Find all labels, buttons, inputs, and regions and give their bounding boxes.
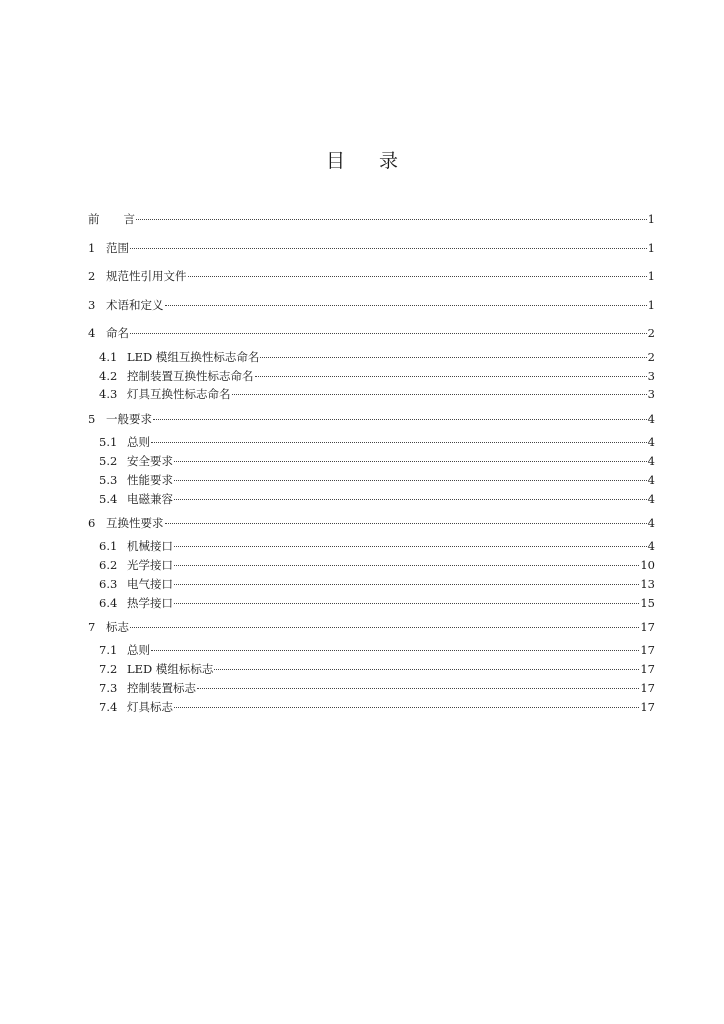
toc-leader-dots	[151, 650, 639, 651]
toc-entry-page: 3	[647, 387, 655, 401]
toc-subentry[interactable]	[99, 681, 655, 695]
toc-entry-label: 术语和定义	[106, 298, 164, 312]
toc-entry-label: 前 言	[88, 212, 135, 226]
toc-entry-number: 7	[88, 620, 96, 634]
toc-entry-label: 范围	[106, 241, 129, 255]
toc-entry-page: 2	[647, 326, 655, 340]
toc-leader-dots	[174, 565, 639, 566]
toc-leader-dots	[174, 461, 647, 462]
toc-entry-label: 控制装置标志	[127, 681, 196, 695]
toc-entry[interactable]	[88, 269, 655, 283]
toc-subentry[interactable]	[99, 350, 655, 364]
toc-subentry[interactable]	[99, 700, 655, 714]
toc-entry-page: 1	[647, 241, 655, 255]
toc-entry-label: 总则	[127, 435, 150, 449]
toc-entry-label: 热学接口	[127, 596, 173, 610]
page-title	[0, 146, 724, 173]
toc-entry-label: 电磁兼容	[127, 492, 173, 506]
toc-entry-page: 17	[640, 643, 655, 657]
toc-subentry[interactable]	[99, 492, 655, 506]
toc-leader-dots	[174, 499, 647, 500]
toc-entry-label: 控制装置互换性标志命名	[127, 369, 254, 383]
toc-leader-dots	[130, 248, 647, 249]
toc-subentry[interactable]	[99, 596, 655, 610]
toc-entry-label: 光学接口	[127, 558, 173, 572]
toc-leader-dots	[232, 394, 647, 395]
toc-leader-dots	[188, 276, 647, 277]
toc-entry[interactable]	[88, 326, 655, 340]
toc-leader-dots	[174, 480, 647, 481]
toc-entry-number: 1	[88, 241, 96, 255]
toc-entry-page: 4	[647, 473, 655, 487]
toc-entry[interactable]	[88, 516, 655, 530]
toc-entry-number: 4.2	[99, 369, 118, 383]
toc-entry-number: 4.3	[99, 387, 118, 401]
toc-entry-page: 15	[640, 596, 655, 610]
toc-leader-dots	[130, 333, 647, 334]
toc-entry-number: 7.3	[99, 681, 118, 695]
title-char-first: 目	[325, 150, 345, 172]
toc-leader-dots	[174, 603, 639, 604]
toc-entry-page: 17	[640, 620, 655, 634]
toc-entry-number: 6.2	[99, 558, 118, 572]
toc-entry-number: 5.2	[99, 454, 118, 468]
toc-leader-dots	[197, 688, 639, 689]
toc-entry-label: 总则	[127, 643, 150, 657]
toc-entry-page: 4	[647, 454, 655, 468]
toc-entry-number: 4.1	[99, 350, 118, 364]
toc-leader-dots	[255, 376, 647, 377]
toc-entry-number: 4	[88, 326, 96, 340]
toc-entry-page: 4	[647, 539, 655, 553]
toc-entry-page: 17	[640, 700, 655, 714]
toc-entry-label: 灯具互换性标志命名	[127, 387, 231, 401]
toc-entry-number: 5.1	[99, 435, 118, 449]
toc-entry-label: 电气接口	[127, 577, 173, 591]
toc-leader-dots	[260, 357, 646, 358]
toc-entry[interactable]	[88, 298, 655, 312]
toc-entry-page: 17	[640, 681, 655, 695]
toc-entry-number: 7.2	[99, 662, 118, 676]
toc-entry-label: 一般要求	[106, 412, 152, 426]
toc-leader-dots	[130, 627, 639, 628]
toc-subentry[interactable]	[99, 558, 655, 572]
toc-entry-label: LED 模组标标志	[127, 662, 214, 676]
toc-entry-number: 7.4	[99, 700, 118, 714]
toc-entry[interactable]	[88, 620, 655, 634]
toc-leader-dots	[153, 419, 647, 420]
toc-subentry[interactable]	[99, 662, 655, 676]
toc-subentry[interactable]	[99, 454, 655, 468]
toc-entry-label: 机械接口	[127, 539, 173, 553]
toc-entry-label: 规范性引用文件	[106, 269, 187, 283]
toc-leader-dots	[165, 523, 647, 524]
toc-entry-label: 命名	[106, 326, 129, 340]
toc-leader-dots	[174, 707, 639, 708]
toc-subentry[interactable]	[99, 473, 655, 487]
toc-entry-page: 10	[640, 558, 655, 572]
toc-leader-dots	[151, 442, 647, 443]
toc-entry-number: 5	[88, 412, 96, 426]
toc-entry-number: 6.3	[99, 577, 118, 591]
toc-subentry[interactable]	[99, 577, 655, 591]
toc-subentry[interactable]	[99, 643, 655, 657]
toc-entry-number: 5.3	[99, 473, 118, 487]
toc-entry[interactable]	[88, 412, 655, 426]
toc-entry-page: 1	[647, 298, 655, 312]
toc-entry-number: 6.4	[99, 596, 118, 610]
toc-entry-page: 4	[647, 435, 655, 449]
toc-subentry[interactable]	[99, 539, 655, 553]
toc-leader-dots	[165, 305, 647, 306]
toc-entry-page: 4	[647, 412, 655, 426]
toc-entry-page: 4	[647, 516, 655, 530]
toc-subentry[interactable]	[99, 369, 655, 383]
toc-leader-dots	[136, 219, 647, 220]
toc-entry-page: 3	[647, 369, 655, 383]
toc-entry-label: 性能要求	[127, 473, 173, 487]
toc-entry-number: 7.1	[99, 643, 118, 657]
title-char-second: 录	[379, 150, 399, 172]
toc-leader-dots	[174, 584, 639, 585]
toc-subentry[interactable]	[99, 435, 655, 449]
toc-entry-foreword[interactable]	[88, 212, 655, 226]
toc-leader-dots	[214, 669, 639, 670]
toc-entry-number: 5.4	[99, 492, 118, 506]
toc-entry-label: LED 模组互换性标志命名	[127, 350, 260, 364]
toc-entry-page: 4	[647, 492, 655, 506]
toc-entry-page: 1	[647, 212, 655, 226]
toc-entry-page: 1	[647, 269, 655, 283]
toc-entry[interactable]	[88, 241, 655, 255]
toc-entry-number: 6	[88, 516, 96, 530]
toc-entry-label: 灯具标志	[127, 700, 173, 714]
toc-subentry[interactable]	[99, 387, 655, 401]
toc-entry-label: 标志	[106, 620, 129, 634]
toc-leader-dots	[174, 546, 647, 547]
toc-entry-number: 3	[88, 298, 96, 312]
toc-entry-label: 互换性要求	[106, 516, 164, 530]
toc-entry-page: 13	[640, 577, 655, 591]
toc-entry-label: 安全要求	[127, 454, 173, 468]
toc-entry-number: 2	[88, 269, 96, 283]
toc-entry-page: 17	[640, 662, 655, 676]
toc-entry-number: 6.1	[99, 539, 118, 553]
toc-entry-page: 2	[647, 350, 655, 364]
